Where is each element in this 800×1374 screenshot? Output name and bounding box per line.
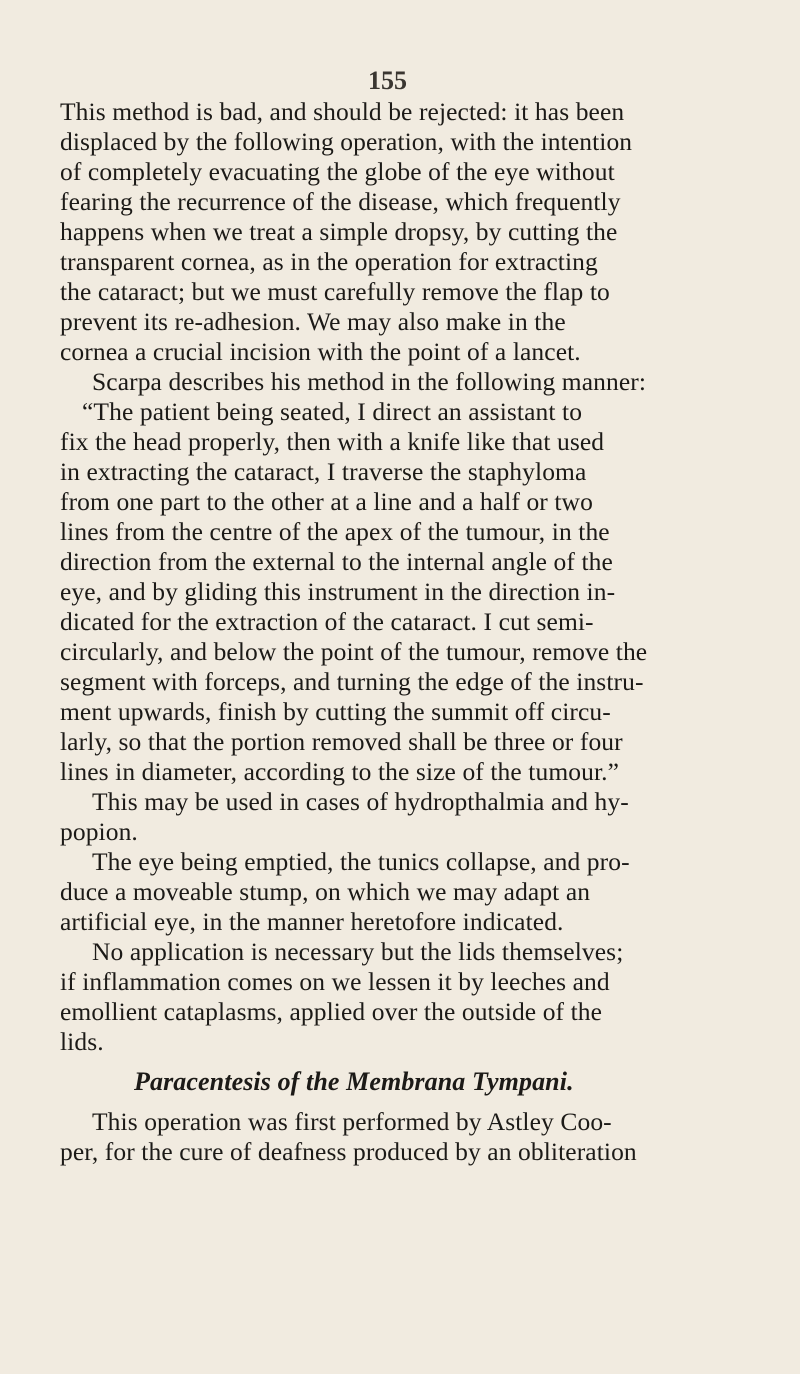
text-line: This method is bad, and should be rejected: it has been — [60, 97, 625, 126]
text-line: per, for the cure of deafness produced by an obliteration — [60, 1137, 637, 1166]
text-line: fix the head properly, then with a knife like that used — [60, 427, 605, 456]
text-line: This may be used in cases of hydropthalmia and hy- — [92, 787, 629, 816]
text-line: duce a moveable stump, on which we may adapt an — [60, 877, 591, 906]
text-line: “The patient being seated, I direct an assistant to — [82, 397, 583, 426]
text-line: circularly, and below the point of the tumour, remove the — [60, 637, 648, 666]
text-line: popion. — [60, 817, 138, 846]
text-line: artificial eye, in the manner heretofore indicated. — [60, 907, 564, 936]
text-line: in extracting the cataract, I traverse the staphyloma — [60, 457, 587, 486]
text-line: lines in diameter, according to the size of the tumour.” — [60, 757, 620, 786]
text-line: displaced by the following operation, with the intention — [60, 127, 633, 156]
text-line: lines from the centre of the apex of the tumour, in the — [60, 517, 610, 546]
page-number: 155 — [368, 66, 407, 95]
text-line: emollient cataplasms, applied over the outside of the — [60, 997, 603, 1026]
text-line: ment upwards, finish by cutting the summit off circu- — [60, 697, 611, 726]
text-line: segment with forceps, and turning the edge of the instru- — [60, 667, 644, 696]
text-line: This operation was first performed by Astley Coo- — [92, 1107, 612, 1136]
text-line: transparent cornea, as in the operation for extracting — [60, 247, 598, 276]
text-line: lids. — [60, 1027, 104, 1056]
text-line: cornea a crucial incision with the point of a lancet. — [60, 337, 581, 366]
text-line: of completely evacuating the globe of the eye without — [60, 157, 615, 186]
text-line: fearing the recurrence of the disease, which frequently — [60, 187, 621, 216]
text-line: happens when we treat a simple dropsy, by cutting the — [60, 217, 618, 246]
text-line: larly, so that the portion removed shall be three or four — [60, 727, 623, 756]
section-heading: Paracentesis of the Membrana Tympani. — [134, 1067, 574, 1096]
text-line: The eye being emptied, the tunics collapse, and pro- — [92, 847, 630, 876]
text-line: the cataract; but we must carefully remove the flap to — [60, 277, 610, 306]
text-line: from one part to the other at a line and a half or two — [60, 487, 593, 516]
text-line: direction from the external to the internal angle of the — [60, 547, 613, 576]
text-line: dicated for the extraction of the cataract. I cut semi- — [60, 607, 594, 636]
text-line: eye, and by gliding this instrument in the direction in- — [60, 577, 616, 606]
text-line: No application is necessary but the lids themselves; — [92, 937, 624, 966]
text-line: if inflammation comes on we lessen it by leeches and — [60, 967, 610, 996]
text-line: prevent its re-adhesion. We may also make in the — [60, 307, 566, 336]
text-line: Scarpa describes his method in the following manner: — [92, 367, 647, 396]
